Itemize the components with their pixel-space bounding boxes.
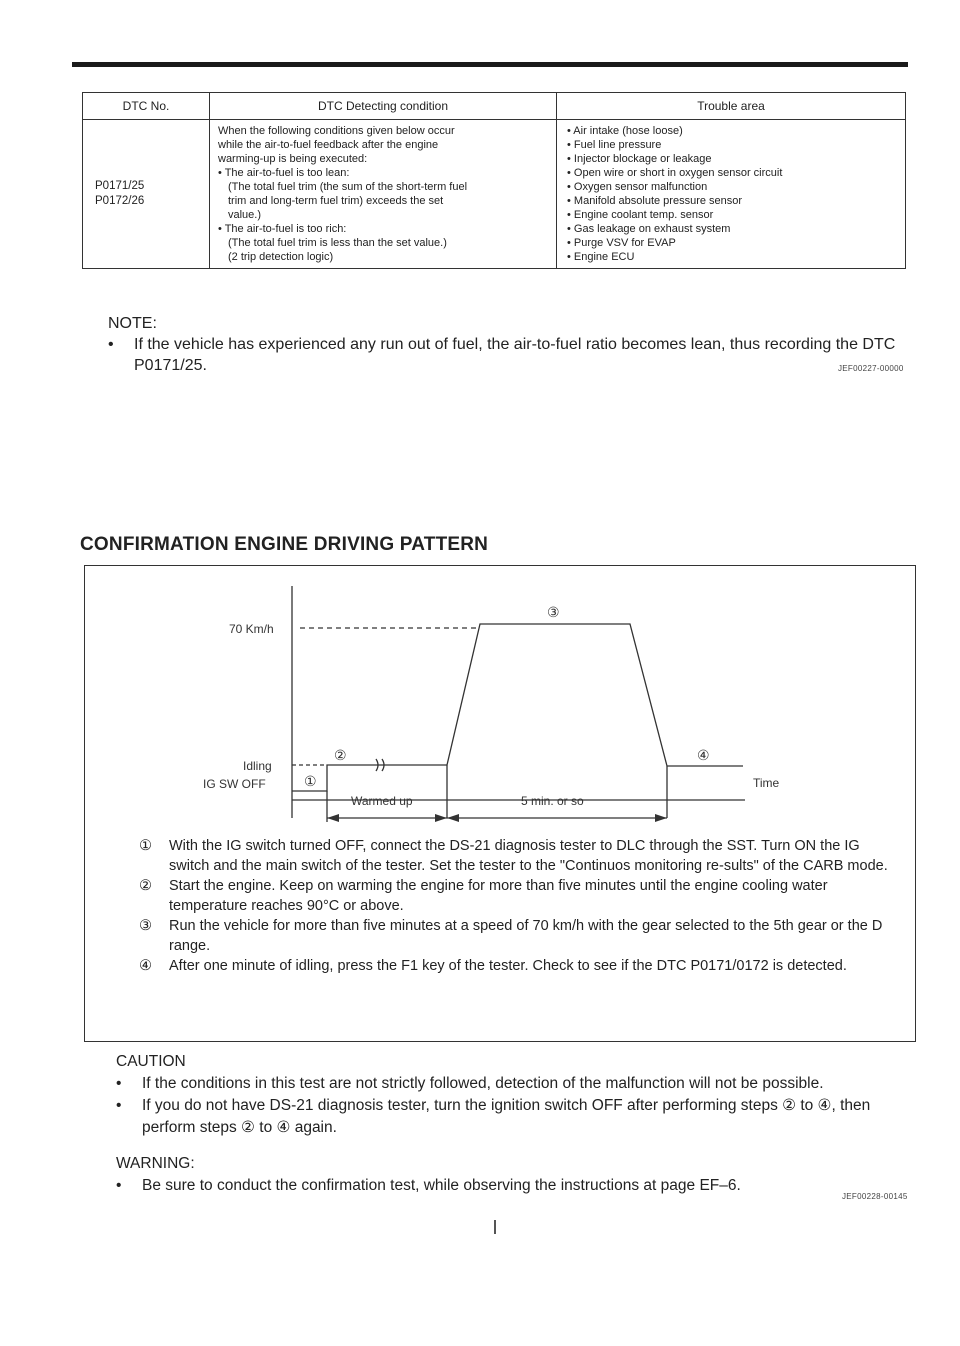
condition-line: When the following conditions given below occur bbox=[218, 125, 455, 137]
list-item bbox=[139, 836, 899, 876]
condition-line: • The air-to-fuel is too lean: bbox=[218, 167, 350, 179]
step-text: With the IG switch turned OFF, connect the DS-21 diagnosis tester to DLC through the SST. Turn ON the IG switch and the main switch of the tester. Set the tester to the "Continuos monitoring re-sults" of the CARB mode. bbox=[169, 838, 888, 874]
dtc-code: P0171/25 bbox=[95, 180, 145, 192]
trouble-item: • Purge VSV for EVAP bbox=[567, 237, 676, 249]
condition-line: trim and long-term fuel trim) exceeds the set bbox=[228, 195, 444, 207]
trouble-item: • Engine ECU bbox=[567, 251, 635, 263]
arrow-head bbox=[655, 814, 667, 822]
speed-label: 70 Km/h bbox=[229, 622, 274, 636]
condition-line: (The total fuel trim (the sum of the short-term fuel bbox=[228, 181, 468, 193]
step-text: Start the engine. Keep on warming the engine for more than five minutes until the engine cooling water temperature reaches 90°C or above. bbox=[169, 878, 828, 914]
note-block bbox=[108, 313, 918, 376]
step-marker-3: ③ bbox=[547, 604, 560, 620]
list-item bbox=[139, 916, 899, 956]
duration-label: 5 min. or so bbox=[521, 794, 584, 808]
bullet: • bbox=[116, 1075, 122, 1092]
step-number: ④ bbox=[139, 958, 152, 974]
warning-block bbox=[116, 1153, 922, 1197]
top-rule bbox=[72, 62, 908, 67]
condition-line: warming-up is being executed: bbox=[218, 153, 368, 165]
step-number: ③ bbox=[139, 918, 152, 934]
condition-line: • The air-to-fuel is too rich: bbox=[218, 223, 347, 235]
step-number: ② bbox=[139, 878, 152, 894]
step-marker-2: ② bbox=[334, 747, 347, 763]
condition-line: (The total fuel trim is less than the set value.) bbox=[228, 237, 447, 249]
trouble-area-cell bbox=[557, 120, 906, 269]
step-text: After one minute of idling, press the F1 key of the tester. Check to see if the DTC P0171/0172 is detected. bbox=[169, 958, 847, 974]
header-detecting-condition: DTC Detecting condition bbox=[210, 93, 557, 120]
step-text: Run the vehicle for more than five minutes at a speed of 70 km/h with the gear selected to the 5th gear or the D range. bbox=[169, 918, 883, 954]
arrow-head bbox=[327, 814, 339, 822]
ig-off-label: IG SW OFF bbox=[203, 777, 266, 791]
trouble-item: • Manifold absolute pressure sensor bbox=[567, 195, 743, 207]
caution-text: If the conditions in this test are not strictly followed, detection of the malfunction will not be possible. bbox=[142, 1075, 824, 1092]
speed-profile-line bbox=[292, 624, 743, 791]
bullet: • bbox=[108, 336, 114, 353]
condition-line: (2 trip detection logic) bbox=[228, 251, 334, 263]
driving-pattern-frame bbox=[84, 565, 916, 1042]
trouble-item: • Injector blockage or leakage bbox=[567, 153, 712, 165]
dtc-codes-cell bbox=[83, 120, 210, 269]
condition-line: value.) bbox=[228, 209, 262, 221]
trouble-item: • Engine coolant temp. sensor bbox=[567, 209, 714, 221]
dtc-code: P0172/26 bbox=[95, 195, 145, 207]
step-list bbox=[139, 836, 899, 976]
caution-label: CAUTION bbox=[116, 1053, 186, 1070]
trouble-item: • Gas leakage on exhaust system bbox=[567, 223, 731, 235]
bullet: • bbox=[116, 1097, 122, 1114]
driving-pattern-diagram bbox=[85, 566, 915, 836]
list-item bbox=[139, 956, 899, 976]
trouble-item: • Air intake (hose loose) bbox=[567, 125, 683, 137]
warning-label: WARNING: bbox=[116, 1155, 195, 1172]
idling-label: Idling bbox=[243, 759, 272, 773]
page-marker bbox=[494, 1220, 496, 1234]
bullet: • bbox=[116, 1177, 122, 1194]
step-marker-1: ① bbox=[304, 773, 317, 789]
caution-text: If you do not have DS-21 diagnosis tester, turn the ignition switch OFF after performing steps ② to ④, then perform steps ② to ④ again. bbox=[142, 1097, 871, 1136]
trouble-item: • Open wire or short in oxygen sensor circuit bbox=[567, 167, 783, 179]
step-number: ① bbox=[139, 838, 152, 854]
document-code: JEF00227-00000 bbox=[838, 364, 904, 373]
trouble-item: • Fuel line pressure bbox=[567, 139, 662, 151]
dtc-table bbox=[82, 92, 906, 269]
table-row bbox=[83, 120, 906, 269]
list-item bbox=[116, 1095, 922, 1139]
step-marker-4: ④ bbox=[697, 747, 710, 763]
warning-text: Be sure to conduct the confirmation test, while observing the instructions at page EF–6. bbox=[142, 1177, 741, 1194]
warmed-up-label: Warmed up bbox=[351, 794, 413, 808]
header-dtc-no: DTC No. bbox=[83, 93, 210, 120]
note-item bbox=[108, 334, 918, 376]
note-text: If the vehicle has experienced any run out of fuel, the air-to-fuel ratio becomes lean, thus recording the DTC P0171/25. bbox=[134, 336, 896, 374]
arrow-head bbox=[435, 814, 447, 822]
list-item bbox=[116, 1073, 922, 1095]
document-code: JEF00228-00145 bbox=[842, 1192, 908, 1201]
list-item bbox=[139, 876, 899, 916]
condition-cell bbox=[210, 120, 557, 269]
time-label: Time bbox=[753, 776, 780, 790]
arrow-head bbox=[447, 814, 459, 822]
section-title: CONFIRMATION ENGINE DRIVING PATTERN bbox=[80, 534, 489, 555]
list-item bbox=[116, 1175, 922, 1197]
note-label: NOTE: bbox=[108, 315, 157, 332]
condition-line: while the air-to-fuel feedback after the engine bbox=[218, 139, 439, 151]
header-trouble-area: Trouble area bbox=[557, 93, 906, 120]
trouble-item: • Oxygen sensor malfunction bbox=[567, 181, 708, 193]
caution-block bbox=[116, 1051, 922, 1139]
